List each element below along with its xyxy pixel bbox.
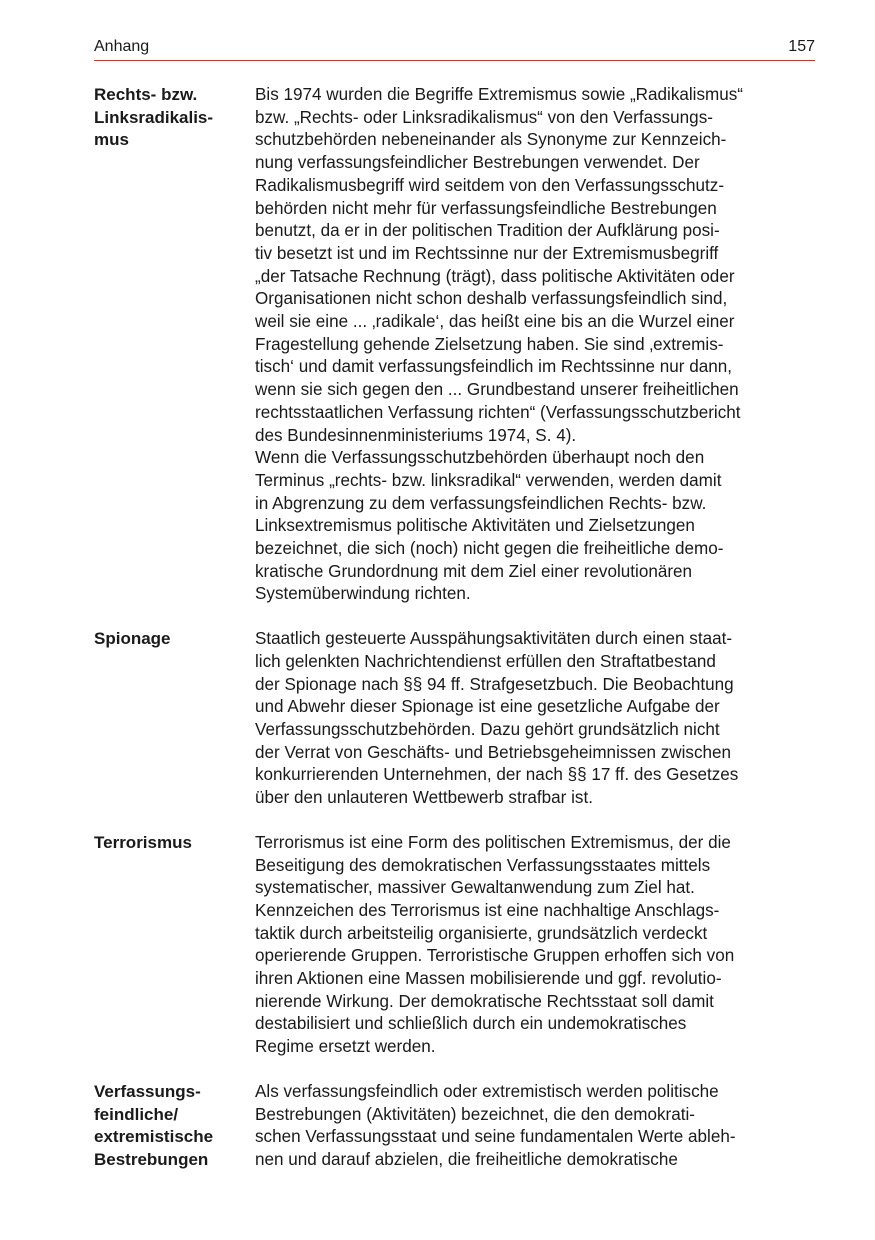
entry-definition [255,628,815,810]
entry-term: Rechts- bzw. Linksradikalis- mus [94,85,214,150]
definition-paragraph: Wenn die Verfassungsschutzbehörden überhaupt noch den Terminus „rechts- bzw. linksradikal“ verwenden, werden damit in Abgrenzung zu dem verfassungsfeindlichen Rechts- bzw. Linksextremismus politische Aktivitäten und Zielsetzungen bezeichnet, die sich (noch) nicht gegen die freiheitliche demo- kratische Grundordnung mit dem Ziel einer revolutionären Systemüberwindung richten. [255,448,724,604]
glossary-entry [94,1081,815,1172]
running-header [94,38,815,61]
entry-term: Terrorismus [94,832,192,852]
glossary-entries [94,84,815,1194]
entry-term: Spionage [94,629,171,649]
definition-paragraph: Bis 1974 wurden die Begriffe Extremismus sowie „Radikalismus“ bzw. „Rechts- oder Linksradikalismus“ von den Verfassungs- schutzbehörden nebeneinander als Synonyme zur Kennzeich- nung verfassungsfeindlicher Bestrebungen verwendet. Der Radikalismusbegriff wird seitdem von den Verfassungsschutz- behörden nicht mehr für verfassungsfeindliche Bestrebungen benutzt, da er in der politischen Tradition der Aufklärung posi- tiv besetzt ist und im Rechtssinne nur der Extremismusbegriff „der Tatsache Rechnung (trägt), dass politische Aktivitäten oder Organisationen nicht schon deshalb verfassungsfeindlich sind, weil sie eine ... ‚radikale‘, das heißt eine bis an die Wurzel einer Fragestellung gehende Zielsetzung haben. Sie sind ‚extremis- tisch‘ und damit verfassungsfeindlich im Rechtssinne nur dann, wenn sie sich gegen den ... Grundbestand unserer freiheitlichen rechtsstaatlichen Verfassung richten“ (Verfassungsschutzbericht des Bundesinnenministeriums 1974, S. 4). [255,85,743,445]
glossary-entry [94,832,815,1059]
glossary-entry [94,628,815,810]
entry-definition [255,84,815,606]
entry-definition [255,832,815,1059]
section-title: Anhang [94,38,150,55]
glossary-entry [94,84,815,606]
page-number: 157 [788,38,815,55]
definition-paragraph: Staatlich gesteuerte Ausspähungsaktivitäten durch einen staat- lich gelenkten Nachrichtendienst erfüllen den Straftatbestand der Spionage nach §§ 94 ff. Strafgesetzbuch. Die Beobachtung und Abwehr dieser Spionage ist eine gesetzliche Aufgabe der Verfassungsschutzbehörden. Dazu gehört grundsätzlich nicht der Verrat von Geschäfts- und Betriebsgeheimnissen zwischen konkurrierenden Unternehmen, der nach §§ 17 ff. des Gesetzes über den unlauteren Wettbewerb strafbar ist. [255,629,739,808]
definition-paragraph: Als verfassungsfeindlich oder extremistisch werden politische Bestrebungen (Aktivitäten) bezeichnet, die den demokrati- schen Verfassungsstaat und seine fundamentalen Werte ableh- nen und darauf abzielen, die freiheitliche demokratische [255,1081,736,1169]
entry-term: Verfassungs- feindliche/ extremistische Bestrebungen [94,1081,214,1169]
definition-paragraph: Terrorismus ist eine Form des politischen Extremismus, der die Beseitigung des demokratischen Verfassungsstaates mittels systematischer, massiver Gewaltanwendung zum Ziel hat. Kennzeichen des Terrorismus ist eine nachhaltige Anschlags- taktik durch arbeitsteilig organisierte, grundsätzlich verdeckt operierende Gruppen. Terroristische Gruppen erhoffen sich von ihren Aktionen eine Massen mobilisierende und ggf. revolutio- nierende Wirkung. Der demokratische Rechtsstaat soll damit destabilisiert und schließlich durch ein undemokratisches Regime ersetzt werden. [255,832,735,1057]
entry-definition [255,1081,815,1172]
